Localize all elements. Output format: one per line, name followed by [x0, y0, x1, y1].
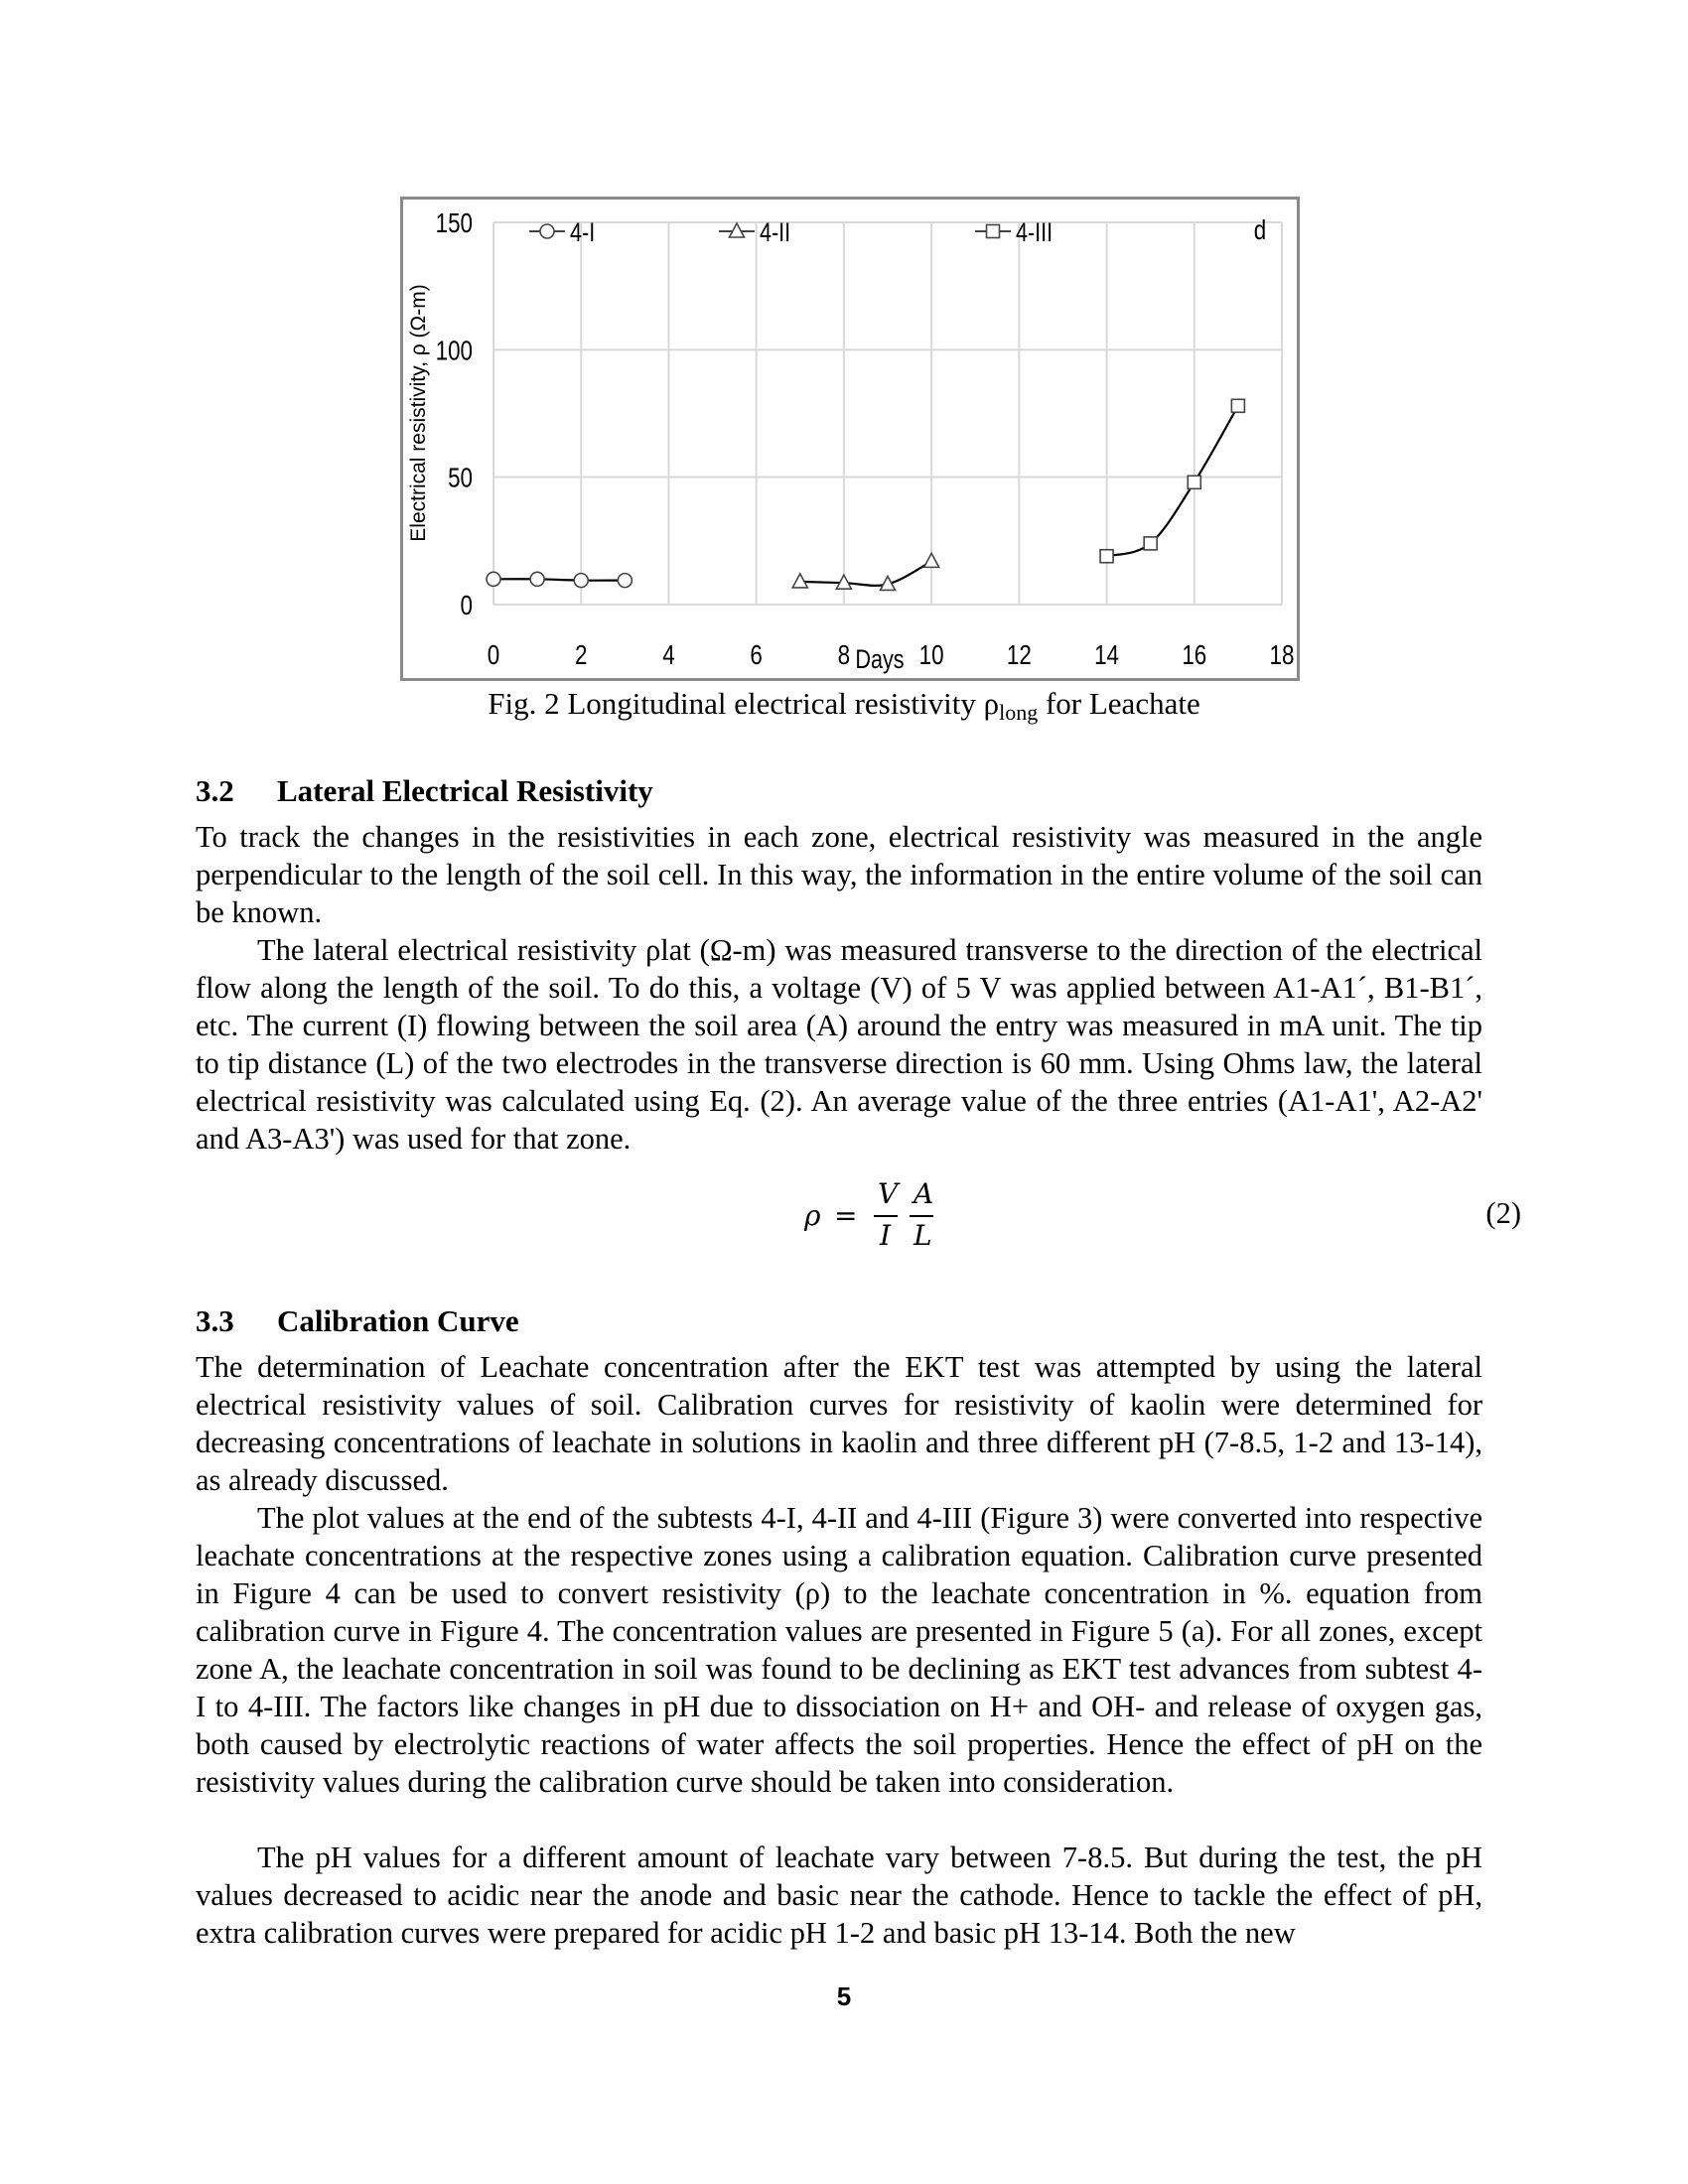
x-tick-label: 16: [1182, 639, 1207, 671]
eq-den-1: I: [880, 1219, 892, 1252]
series-line-4-II: [800, 561, 931, 586]
data-point-4-I: [574, 574, 588, 588]
paragraph: The plot values at the end of the subtests 4-I, 4-II and 4-III (Figure 3) were converted into respective leachate concentrations at the respective zones using a calibration equation. Calibration curve presented in Figure 4 can be used to convert resistivity (ρ) to the leachate concentration in %. equation from calibration curve in Figure 4. The concentration values are presented in Figure 5 (a). For all zones, except zone A, the leachate concentration in soil was found to be declining as EKT test advances from subtest 4-I to 4-III. The factors like changes in pH due to dissociation on H+ and OH- and release of oxygen gas, both caused by electrolytic reactions of water affects the soil properties. Hence the effect of pH on the resistivity values during the calibration curve should be taken into consideration.: [196, 1501, 1482, 1799]
paragraph: The determination of Leachate concentration after the EKT test was attempted by using the lateral electrical resistivity values of soil. Calibration curves for resistivity of kaolin were determined for decreasing concentrations of leachate in solutions in kaolin and three different pH (7-8.5, 1-2 and 13-14), as already discussed.: [196, 1350, 1482, 1497]
paragraph: The lateral electrical resistivity ρlat (Ω-m) was measured transverse to the direction of the electrical flow along the length of the soil. To do this, a voltage (V) of 5 V was applied between A1-A1´, B1-B1´, etc. The current (I) flowing between the soil area (A) around the entry was measured in mA unit. The tip to tip distance (L) of the two electrodes in the transverse direction is 60 mm. Using Ohms law, the lateral electrical resistivity was calculated using Eq. (2). An average value of the three entries (A1-A1', A2-A2' and A3-A3') was used for that zone.: [196, 933, 1482, 1156]
data-point-4-II: [924, 553, 939, 567]
data-point-4-I: [618, 574, 632, 588]
data-point-4-I: [530, 572, 544, 586]
y-tick-label: 0: [460, 590, 473, 621]
section-heading-3-2: [196, 772, 653, 810]
eq-equals: =: [834, 1199, 858, 1232]
resistivity-line-chart: [403, 200, 1297, 678]
y-tick-label: 100: [435, 336, 473, 366]
eq-num-2: A: [914, 1177, 934, 1210]
data-point-4-III: [1144, 537, 1157, 550]
x-axis-title: Days: [855, 644, 905, 675]
x-tick-label: 2: [574, 639, 588, 671]
equation-number: (2): [1485, 1196, 1521, 1230]
data-point-4-III: [1231, 399, 1244, 412]
x-tick-label: 4: [662, 639, 675, 671]
legend-label: 4-II: [760, 217, 791, 248]
data-point-4-II: [792, 574, 807, 588]
eq-bar-1: [874, 1215, 898, 1217]
figure-caption: [0, 685, 1688, 732]
legend-label: 4-I: [570, 217, 596, 248]
caption-suffix: for Leachate: [1038, 686, 1200, 721]
paragraph: To track the changes in the resistivities in each zone, electrical resistivity was measured in the angle perpendicular to the length of the soil cell. In this way, the information in the entire volume of the soil can be known.: [196, 820, 1482, 929]
series-line-4-III: [1107, 406, 1238, 556]
series-line-4-I: [493, 579, 625, 580]
y-tick-label: 50: [448, 463, 473, 494]
paragraph: The pH values for a different amount of leachate vary between 7-8.5. But during the test, the pH values decreased to acidic near the anode and basic near the cathode. Hence to tackle the effect of pH, extra calibration curves were prepared for acidic pH 1-2 and basic pH 13-14. Both the new: [196, 1841, 1482, 1950]
page-number: 5: [836, 1981, 852, 2011]
legend-marker: [987, 225, 1000, 238]
x-tick-label: 14: [1094, 639, 1120, 671]
x-tick-label: 18: [1269, 639, 1295, 671]
section-title: Lateral Electrical Resistivity: [277, 773, 653, 808]
eq-den-2: L: [914, 1219, 932, 1252]
section-title: Calibration Curve: [277, 1303, 519, 1338]
x-tick-label: 12: [1006, 639, 1032, 671]
data-point-4-III: [1100, 550, 1113, 563]
section-heading-3-3: [196, 1302, 519, 1340]
equation-2: [804, 1177, 963, 1257]
section-number: 3.2: [196, 773, 234, 808]
data-point-4-III: [1188, 476, 1200, 488]
y-tick-label: 150: [435, 207, 473, 239]
legend-marker: [540, 224, 554, 238]
section-number: 3.3: [196, 1303, 234, 1338]
caption-prefix: Fig. 2 Longitudinal electrical resistivity ρ: [488, 686, 1000, 721]
x-tick-label: 8: [837, 639, 851, 671]
figure-chart: [400, 197, 1300, 681]
y-axis-title: Electrical resistivity, ρ (Ω-m): [407, 284, 430, 542]
caption-subscript: long: [999, 700, 1039, 725]
x-tick-label: 0: [487, 639, 500, 671]
eq-lhs: ρ: [804, 1199, 821, 1232]
eq-bar-2: [910, 1215, 933, 1217]
x-tick-label: 10: [918, 639, 944, 671]
panel-label: d: [1253, 214, 1267, 246]
data-point-4-I: [487, 572, 500, 586]
x-tick-label: 6: [750, 639, 763, 671]
legend-label: 4-III: [1015, 217, 1054, 248]
eq-num-1: V: [878, 1177, 899, 1210]
